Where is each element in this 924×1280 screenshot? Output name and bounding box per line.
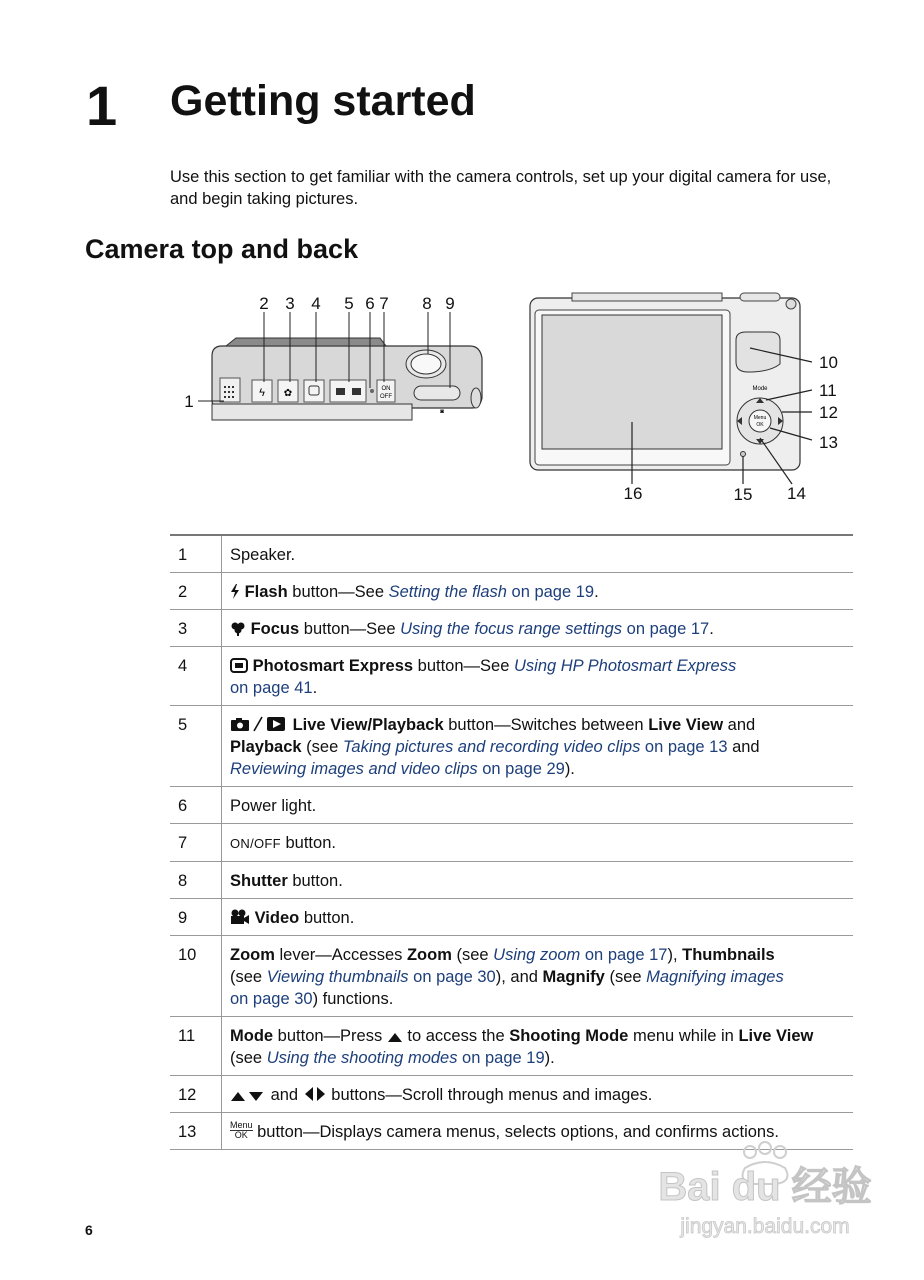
bold-term: Video	[254, 909, 300, 927]
bold-term: Zoom	[406, 946, 452, 964]
table-row	[170, 1017, 853, 1076]
chapter-title: Getting started	[170, 77, 476, 125]
video-button-icon	[414, 386, 460, 400]
callout-11: 11	[819, 381, 837, 400]
text: buttons—Scroll through menus and images.	[326, 1086, 653, 1104]
text: ) functions.	[312, 990, 394, 1008]
shutter-icon	[411, 354, 441, 374]
mode-label: Mode	[752, 386, 768, 392]
row-description	[222, 824, 854, 862]
bold-term: Mode	[230, 1027, 274, 1045]
row-number: 9	[170, 899, 222, 936]
up-arrow-icon	[387, 1031, 403, 1043]
callout-1: 1	[184, 392, 194, 411]
row-description	[222, 787, 854, 824]
text: .	[312, 679, 318, 697]
text: (see	[230, 1049, 267, 1067]
bold-term: Shutter	[230, 872, 288, 890]
text: ),	[667, 946, 683, 964]
text: button.	[299, 909, 355, 927]
speaker-icon	[224, 386, 234, 398]
row-number: 13	[170, 1113, 222, 1150]
page-reference-link[interactable]: on page 17	[580, 946, 668, 964]
playback-icon	[352, 388, 361, 395]
page-number: 6	[85, 1222, 93, 1238]
callout-5: 5	[344, 294, 354, 313]
bold-term: Playback	[230, 738, 302, 756]
row-description	[222, 1076, 854, 1113]
table-row	[170, 899, 853, 936]
text: button—Switches between	[443, 716, 649, 734]
row-number: 7	[170, 824, 222, 862]
page-reference-link[interactable]: on page 13	[640, 738, 728, 756]
ok-label: OK	[230, 1130, 253, 1140]
text: ), and	[495, 968, 543, 986]
row-description	[222, 1017, 854, 1076]
on-off-symbol: ON/OFF	[230, 836, 281, 851]
power-light-back-icon	[741, 452, 746, 457]
watermark-brand: Bai du 经验	[658, 1165, 872, 1209]
zoom-lever-icon	[736, 332, 780, 372]
watermark-url: jingyan.baidu.com	[680, 1215, 850, 1238]
page-reference-link[interactable]: on page 30	[408, 968, 496, 986]
camera-diagram	[180, 288, 850, 513]
row-number: 6	[170, 787, 222, 824]
text: Power light.	[230, 797, 317, 815]
flash-icon: ϟ	[259, 387, 265, 399]
bold-term: Thumbnails	[682, 946, 775, 964]
focus-icon: ✿	[283, 388, 293, 399]
row-number: 11	[170, 1017, 222, 1076]
text: and	[266, 1086, 303, 1104]
table-row	[170, 706, 853, 787]
row-number: 10	[170, 936, 222, 1017]
section-title: Camera top and back	[85, 234, 359, 264]
table-row	[170, 936, 853, 1017]
intro-paragraph: Use this section to get familiar with the camera controls, set up your digital camera for use, and begin taking pictures.	[170, 168, 832, 208]
callout-3: 3	[285, 294, 295, 313]
row-number: 8	[170, 862, 222, 899]
text: ).	[544, 1049, 555, 1067]
flash-icon	[230, 584, 240, 599]
callout-16: 16	[623, 484, 643, 503]
text: button.	[287, 872, 343, 890]
bold-term: Live View	[738, 1027, 814, 1045]
menu-ok-icon	[230, 1121, 253, 1140]
video-icon	[230, 909, 250, 925]
row-description	[222, 862, 854, 899]
callout-6: 6	[365, 294, 375, 313]
bold-term: Live View	[648, 716, 724, 734]
text: .	[594, 583, 599, 601]
controls-table	[170, 534, 853, 1150]
cross-reference-link[interactable]: Using HP Photosmart Express	[513, 657, 737, 675]
callout-13: 13	[819, 433, 838, 452]
ok-label: OK	[756, 422, 764, 428]
camera-playback-icon	[230, 716, 288, 732]
camera-back-view	[530, 293, 838, 504]
menu-ok-icon	[749, 410, 771, 432]
bold-term: Shooting Mode	[509, 1027, 629, 1045]
off-label: OFF	[380, 394, 392, 400]
text: button—See	[299, 620, 401, 638]
row-number: 2	[170, 573, 222, 610]
row-description	[222, 573, 854, 610]
callout-4: 4	[311, 294, 321, 313]
bold-term: Focus	[250, 620, 300, 638]
callout-7: 7	[379, 294, 389, 313]
text: (see	[230, 968, 267, 986]
camera-icon	[336, 388, 345, 395]
table-row	[170, 647, 853, 706]
text: menu while in	[628, 1027, 739, 1045]
cross-reference-link[interactable]: Magnifying images	[646, 968, 784, 986]
cross-reference-link[interactable]: Using the focus range settings	[400, 620, 623, 638]
table-row	[170, 862, 853, 899]
video-icon: ◙	[440, 409, 444, 415]
photosmart-express-icon	[230, 657, 248, 673]
cross-reference-link[interactable]: Setting the flash	[388, 583, 507, 601]
row-description	[222, 899, 854, 936]
on-label: ON	[381, 386, 391, 392]
row-description	[222, 647, 854, 706]
table-row	[170, 610, 853, 647]
cross-reference-link[interactable]: Taking pictures and recording video clips	[342, 738, 641, 756]
text: (see	[301, 738, 343, 756]
text: button—See	[287, 583, 389, 601]
text: Speaker.	[230, 546, 296, 564]
row-description	[222, 535, 854, 573]
text: lever—Accesses	[274, 946, 407, 964]
text: button—Press	[273, 1027, 387, 1045]
camera-top-view	[184, 294, 482, 420]
page-reference-link[interactable]: on page 19	[457, 1049, 545, 1067]
callout-8: 8	[422, 294, 432, 313]
baidu-watermark	[655, 1138, 875, 1248]
table-row	[170, 535, 853, 573]
page-reference-link[interactable]: on page 19	[506, 583, 595, 601]
bold-term: Photosmart Express	[252, 657, 414, 675]
row-number: 4	[170, 647, 222, 706]
text: button—See	[413, 657, 514, 675]
text: to access the	[402, 1027, 510, 1045]
cross-reference-link[interactable]: Reviewing images and video clips	[230, 760, 478, 778]
bold-term: Zoom	[230, 946, 275, 964]
row-number: 5	[170, 706, 222, 787]
table-row	[170, 787, 853, 824]
text: and	[723, 716, 756, 734]
cross-reference-link[interactable]: Viewing thumbnails	[266, 968, 409, 986]
menu-label: Menu	[753, 415, 767, 421]
bold-term: Flash	[244, 583, 288, 601]
row-description	[222, 706, 854, 787]
text: (see	[604, 968, 647, 986]
callout-15: 15	[733, 485, 753, 504]
bold-term: Live View/Playback	[292, 716, 444, 734]
power-light-icon	[370, 389, 374, 393]
menu-label: Menu	[230, 1120, 253, 1130]
table-row	[170, 573, 853, 610]
row-description	[222, 610, 854, 647]
callout-14: 14	[787, 484, 806, 503]
callout-9: 9	[445, 294, 455, 313]
callout-10: 10	[819, 353, 838, 372]
text: button—Displays camera menus, selects options, and confirms actions.	[252, 1123, 779, 1141]
text: .	[709, 620, 714, 638]
table-row	[170, 824, 853, 862]
text: and	[727, 738, 760, 756]
table-row	[170, 1076, 853, 1113]
left-right-arrows-icon	[303, 1086, 327, 1102]
page-reference-link[interactable]: on page 17	[622, 620, 710, 638]
text: ).	[564, 760, 575, 778]
callout-12: 12	[819, 403, 838, 422]
bold-term: Magnify	[542, 968, 605, 986]
row-number: 1	[170, 535, 222, 573]
cross-reference-link[interactable]: Using zoom	[493, 946, 581, 964]
text: (see	[451, 946, 494, 964]
page-reference-link[interactable]: on page 30	[230, 990, 313, 1008]
row-number: 3	[170, 610, 222, 647]
up-down-arrows-icon	[230, 1090, 266, 1102]
page-reference-link[interactable]: on page 41	[230, 679, 313, 697]
cross-reference-link[interactable]: Using the shooting modes	[266, 1049, 458, 1067]
row-description	[222, 936, 854, 1017]
row-number: 12	[170, 1076, 222, 1113]
callout-2: 2	[259, 294, 269, 313]
page-reference-link[interactable]: on page 29	[477, 760, 565, 778]
text: button.	[280, 834, 336, 852]
focus-icon	[230, 621, 246, 636]
chapter-number: 1	[86, 74, 118, 137]
